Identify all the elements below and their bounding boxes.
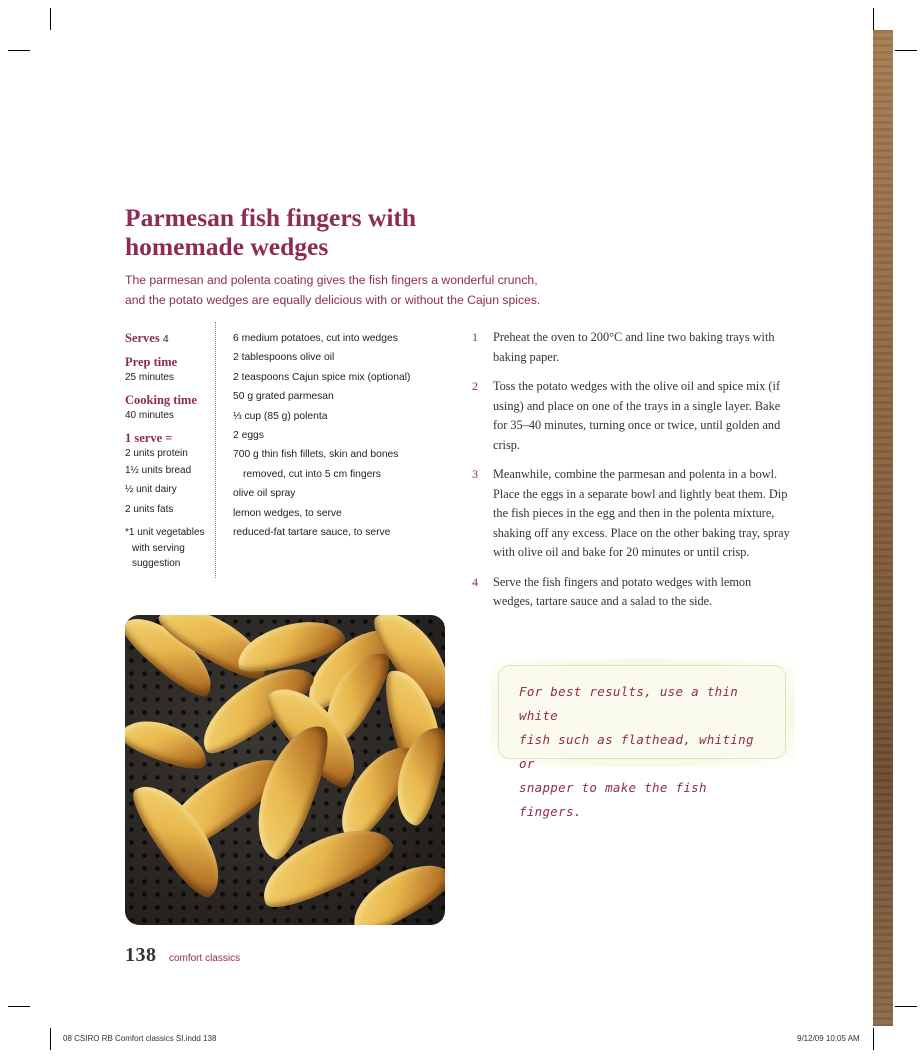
prep-time-value: 25 minutes <box>125 372 174 383</box>
serves-label: Serves <box>125 331 160 345</box>
tip-text <box>519 680 769 824</box>
tip-line3: snapper to make the fish fingers. <box>519 780 707 819</box>
page-number: 138 <box>125 944 157 966</box>
method-step <box>472 328 792 367</box>
crop-mark <box>50 8 51 30</box>
potato-wedges-photo <box>125 615 445 925</box>
ingredient-item: 6 medium potatoes, cut into wedges <box>233 333 398 344</box>
intro-line2: and the potato wedges are equally delicious with or without the Cajun spices. <box>125 293 541 307</box>
step-text: Serve the fish fingers and potato wedges with lemon wedges, tartare sauce and a salad to the side. <box>493 574 752 608</box>
ingredient-item-continued: removed, cut into 5 cm fingers <box>243 468 381 480</box>
method-step <box>472 465 792 563</box>
cooking-time-value: 40 minutes <box>125 410 174 421</box>
crop-mark <box>8 1006 30 1007</box>
ingredient-item: reduced-fat tartare sauce, to serve <box>233 527 391 539</box>
section-name: comfort classics <box>168 953 241 964</box>
crop-mark <box>50 1028 51 1050</box>
serve-unit-item: 2 units fats <box>125 503 174 515</box>
ingredients-list <box>233 329 465 542</box>
ingredient-item: lemon wedges, to serve <box>233 507 342 519</box>
step-text: Toss the potato wedges with the olive oil and spice mix (if using) and place on one of the trays in a single layer. Bake for 35–40 minutes, turning once or twice, until golden and crisp. <box>493 379 781 452</box>
tip-line1: For best results, use a thin white <box>519 684 739 723</box>
ingredient-item: 2 tablespoons olive oil <box>233 352 335 364</box>
dotted-divider <box>215 322 216 578</box>
step-number: 1 <box>472 330 478 344</box>
step-text: Preheat the oven to 200°C and line two baking trays with baking paper. <box>493 330 775 364</box>
step-number: 2 <box>472 379 478 393</box>
serve-unit-item: ½ unit dairy <box>125 484 177 496</box>
ingredient-item: 2 eggs <box>233 430 264 442</box>
recipe-intro <box>125 270 595 310</box>
vegetables-note <box>125 525 215 572</box>
ingredient-item: ⅓ cup (85 g) polenta <box>233 410 328 422</box>
step-text: Meanwhile, combine the parmesan and polenta in a bowl. Place the eggs in a separate bowl and lightly beat them. Dip the fish pieces in the egg and then in the polenta mixture, shaking off any excess. Place on the other baking tray, spray with olive oil and bake for 20 minutes or until crisp. <box>493 467 790 559</box>
serves-value: 4 <box>162 333 169 345</box>
ingredient-item: olive oil spray <box>233 488 296 500</box>
note-line1: *1 unit vegetables <box>125 527 205 539</box>
method-step <box>472 377 792 455</box>
ingredient-item: 700 g thin fish fillets, skin and bones <box>233 449 399 461</box>
method-steps <box>472 328 792 622</box>
serves-heading <box>125 331 215 347</box>
tip-box <box>491 659 795 819</box>
tip-panel <box>498 665 786 819</box>
print-slug-timestamp: 9/12/09 10:05 AM <box>797 1034 860 1043</box>
crop-mark <box>8 50 30 51</box>
method-step <box>472 573 792 612</box>
recipe-title <box>125 203 645 261</box>
tip-line2: fish such as flathead, whiting or <box>519 732 754 771</box>
serve-units-label: 1 serve = <box>125 431 173 445</box>
crop-mark <box>873 1028 874 1050</box>
cooking-time-label: Cooking time <box>125 393 197 407</box>
note-line2: with serving <box>132 542 185 554</box>
ingredient-item: 2 teaspoons Cajun spice mix (optional) <box>233 371 411 383</box>
ingredient-item: 50 g grated parmesan <box>233 391 334 403</box>
page-footer <box>125 944 240 967</box>
wood-edge-strip <box>873 30 893 1026</box>
recipe-info-panel <box>125 331 215 572</box>
serve-unit-item: 1½ units bread <box>125 465 192 476</box>
recipe-title-line2: homemade wedges <box>125 232 329 261</box>
crop-mark <box>873 8 874 30</box>
crop-mark <box>895 1006 917 1007</box>
step-number: 3 <box>472 467 478 481</box>
crop-mark <box>895 50 917 51</box>
print-slug-filename: 08 CSIRO RB Comfort classics SI.indd 138 <box>63 1034 217 1043</box>
prep-time-label: Prep time <box>125 355 178 369</box>
step-number: 4 <box>472 574 478 589</box>
intro-line1: The parmesan and polenta coating gives the fish fingers a wonderful crunch, <box>125 273 538 287</box>
note-line3: suggestion <box>132 558 181 570</box>
serve-unit-item: 2 units protein <box>125 448 188 459</box>
recipe-title-line1: Parmesan fish fingers with <box>125 203 417 232</box>
